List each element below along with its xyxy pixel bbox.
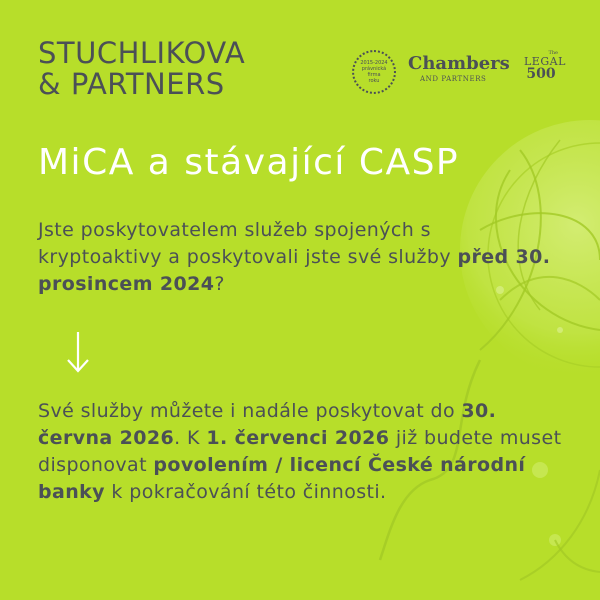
award-seal-badge: 2015-2024 právnická firma roku xyxy=(352,50,396,94)
brand-logo xyxy=(38,38,245,100)
awards-logos xyxy=(352,46,566,96)
brand-line-2: & PARTNERS xyxy=(38,67,225,101)
page-title: MiCA a stávající CASP xyxy=(38,142,460,183)
question-date-bold: před 30. prosincem 2024 xyxy=(38,246,551,295)
chambers-logo-subtitle: AND PARTNERS xyxy=(420,75,487,83)
brand-line-1: STUCHLIKOVA xyxy=(38,36,246,70)
arrow-down-icon xyxy=(66,330,90,374)
answer-deadline-bold: 30. června 2026 xyxy=(38,400,497,449)
chambers-logo: Chambers xyxy=(408,53,510,74)
answer-licence-date-bold: 1. červenci 2026 xyxy=(206,427,390,449)
answer-paragraph: Své služby můžete i nadále poskytovat do 30. června 2026. K 1. červenci 2026 již budete muset disponovat povolením / licencí České národní banky k pokračování této činnosti. xyxy=(38,400,562,503)
legal500-logo: The LEGAL 500 xyxy=(524,50,566,82)
answer-licence-bold: povolením / licencí České národní banky xyxy=(38,454,526,503)
question-paragraph: Jste poskytovatelem služeb spojených s kryptoaktivy a poskytovali jste své služby před 30. prosincem 2024? xyxy=(38,219,551,295)
